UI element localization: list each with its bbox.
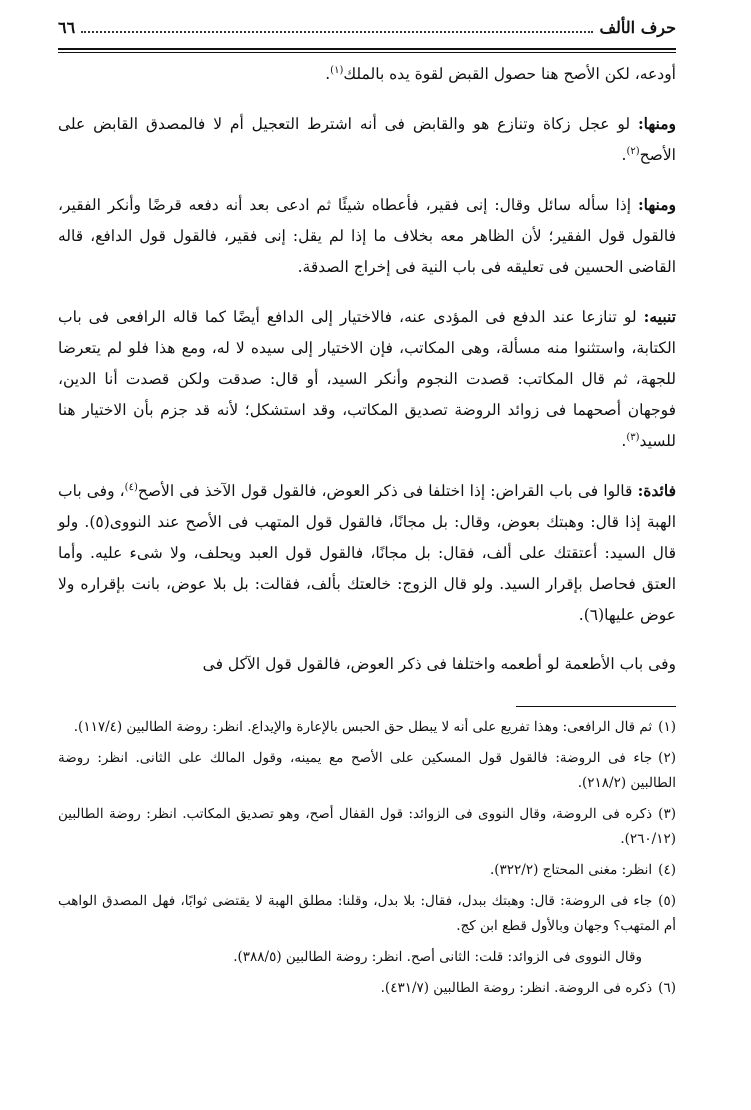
header-dot-leader: [81, 31, 593, 33]
footnote: (١)ثم قال الرافعى: وهذا تفريع على أنه لا يبطل حق الحبس بالإعارة والإيداع. انظر: روضة الطالبين (١١٧/٤).: [73, 719, 676, 735]
footnote-number: (٥): [658, 893, 676, 909]
footnote-ref[interactable]: (٣): [626, 431, 640, 443]
paragraph-lead: فائدة:: [637, 481, 676, 500]
footnote-ref[interactable]: (٤): [124, 481, 138, 493]
footnote-number: (٣): [658, 806, 676, 822]
page-number: ٦٦: [58, 18, 76, 37]
header-rule-thick: [58, 48, 676, 50]
paragraph: فائدة: قالوا فى باب القراض: إذا اختلفا فى ذكر العوض، فالقول قول الآخذ فى الأصح$^{(٤)}$، وفى باب الهبة إذا قال: وهبتك بعوض، وقال: بل مجانًا، فالقول قول المتهب فى الأصح عند النووى(٥). ولو قال السيد: أعتقتك على ألف، فقال: بل مجانًا، فالقول قول العبد ويحلف، ولا شىء عليه. وأما العتق فحاصل بإقرار السيد. ولو قال الزوج: خالعتك بألف، فقالت: بل بلا عوض، بانت بإقراره ولا عوض عليها(٦).: [58, 481, 676, 624]
paragraph: أودعه، لكن الأصح هنا حصول القبض لقوة يده بالملك$^{(١)}$.: [325, 64, 676, 83]
page-header: [58, 18, 676, 42]
chapter-title: حرف الألف: [599, 18, 676, 37]
paragraph: تنبيه: لو تنازعا عند الدفع فى المؤدى عنه، فالاختيار إلى الدافع أيضًا كما قاله الرافعى فى باب الكتابة، واستثنوا منه مسألة، وهى المكاتب، فإن الاختيار إلى سيده لا له، ومع هذا فلو لم يتعرضا للجهة، ثم قال المكاتب: قصدت النجوم وأنكر السيد، أو قال: صدقت ولكن قصدت أنا الدين، فوجهان أصحهما فى زوائد الروضة تصديق المكاتب، وقد استشكل؛ لأنه قد جزم بأن الاختيار هنا للسيد$^{(٣)}$.: [58, 307, 676, 450]
paragraph-lead: ومنها:: [637, 195, 676, 214]
main-text: [58, 59, 676, 680]
paragraph: ومنها: لو عجل زكاة وتنازع هو والقابض فى أنه اشترط التعجيل أم لا فالمصدق القابض على الأصح$^{(٢)}$.: [58, 114, 676, 164]
paragraph: ومنها: إذا سأله سائل وقال: إنى فقير، فأعطاه شيئًا ثم ادعى بعد أنه دفعه قرضًا وأنكر الفقير، فالقول قول الفقير؛ لأن الظاهر معه بخلاف ما إذا لم يقل: إنى فقير، فالقول قول الدافع، قاله القاضى الحسين فى تعليقه فى باب النية فى إخراج الصدقة.: [58, 195, 676, 276]
header-rule-thin: [58, 52, 676, 53]
footnote-continuation: وقال النووى فى الزوائد: قلت: الثانى أصح. انظر: روضة الطالبين (٣٨٨/٥).: [233, 949, 642, 965]
footnote-number: (١): [658, 719, 676, 735]
paragraph-lead: تنبيه:: [643, 307, 676, 326]
footnote-number: (٦): [658, 980, 676, 996]
footnote: (٤)انظر: مغنى المحتاج (٣٢٢/٢).: [489, 862, 676, 878]
footnote-separator: [516, 706, 676, 707]
paragraph-lead: ومنها:: [637, 114, 676, 133]
footnote-number: (٢): [658, 750, 676, 766]
footnotes: [58, 715, 676, 1001]
footnote: (٦)ذكره فى الروضة. انظر: روضة الطالبين (٤٣١/٧).: [380, 980, 676, 996]
footnote-number: (٤): [658, 862, 676, 878]
footnote: (٢)جاء فى الروضة: فالقول قول المسكين على الأصح مع يمينه، وقول المالك على الثانى. انظر: روضة الطالبين (٢١٨/٢).: [58, 750, 676, 791]
footnote: (٥)جاء فى الروضة: قال: وهبتك ببدل، فقال: بلا بدل، وقلنا: مطلق الهبة لا يقتضى ثوابًا، فهل المصدق الواهب أم المتهب؟ وجهان وبالأول قطع ابن كج.: [58, 893, 676, 934]
footnote: (٣)ذكره فى الروضة، وقال النووى فى الزوائد: قول القفال أصح، وهو تصديق المكاتب. انظر: روضة الطالبين (٢٦٠/١٢).: [58, 806, 676, 847]
footnote-ref[interactable]: (٢): [626, 145, 640, 157]
book-page: [58, 18, 676, 1007]
paragraph: وفى باب الأطعمة لو أطعمه واختلفا فى ذكر العوض، فالقول قول الآكل فى: [202, 655, 676, 673]
footnote-ref[interactable]: (١): [330, 64, 344, 76]
